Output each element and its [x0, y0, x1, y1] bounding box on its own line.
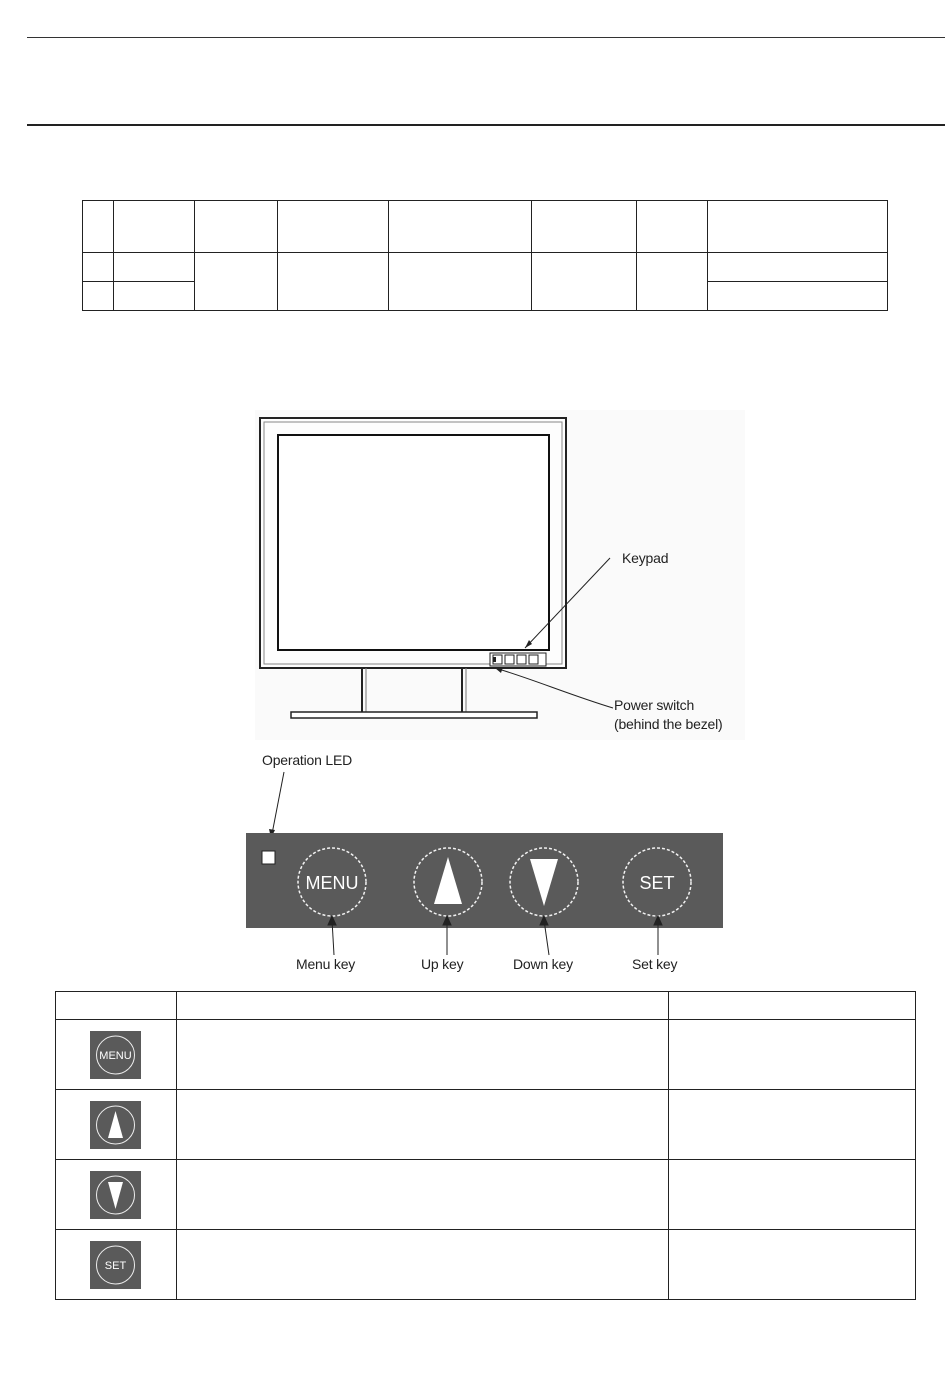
spec-cell	[708, 282, 888, 311]
header-rule-top	[27, 37, 945, 38]
key-note-cell	[669, 1230, 916, 1300]
key-table-header-row	[56, 992, 916, 1020]
menu-key-text: MENU	[305, 873, 359, 893]
set-key-text: SET	[639, 873, 675, 893]
up-key-label: Up key	[421, 956, 464, 972]
key-table-header-cell	[56, 992, 177, 1020]
svg-text:SET: SET	[105, 1259, 127, 1272]
spec-cell	[277, 253, 388, 311]
led-leader-line	[272, 772, 284, 834]
key-table-header-cell	[669, 992, 916, 1020]
spec-header-cell	[532, 201, 637, 253]
key-note-cell	[669, 1020, 916, 1090]
spec-header-cell	[194, 201, 277, 253]
svg-text:MENU: MENU	[99, 1049, 133, 1062]
table-row	[56, 1090, 916, 1160]
spec-cell	[194, 253, 277, 311]
down-key-label: Down key	[513, 956, 573, 972]
key-function-cell	[176, 1090, 668, 1160]
set-key-label: Set key	[632, 956, 678, 972]
key-function-cell	[176, 1160, 668, 1230]
table-row	[56, 1020, 916, 1090]
key-table-header-cell	[176, 992, 668, 1020]
spec-header-cell	[113, 201, 194, 253]
header-rule-bottom	[27, 124, 945, 126]
power-switch-sublabel: (behind the bezel)	[614, 716, 723, 732]
spec-table	[82, 200, 888, 311]
spec-cell	[708, 253, 888, 282]
operation-led-label: Operation LED	[262, 752, 353, 768]
spec-cell	[83, 253, 114, 282]
table-row	[56, 1160, 916, 1230]
spec-header-row	[83, 201, 888, 253]
spec-cell	[637, 253, 708, 311]
spec-cell	[113, 253, 194, 282]
keypad-label: Keypad	[622, 550, 669, 566]
down-key-icon	[90, 1171, 141, 1219]
spec-cell	[388, 253, 532, 311]
monitor-illustration	[240, 410, 750, 980]
table-row	[83, 253, 888, 282]
bezel-keypad	[490, 653, 546, 666]
key-note-cell	[669, 1090, 916, 1160]
spec-header-cell	[637, 201, 708, 253]
menu-key-icon	[90, 1031, 141, 1079]
spec-cell	[83, 282, 114, 311]
power-switch-label: Power switch	[614, 697, 695, 713]
monitor-screen	[278, 435, 549, 650]
set-key-icon	[90, 1241, 141, 1289]
table-row	[56, 1230, 916, 1300]
spec-header-cell	[388, 201, 532, 253]
spec-header-cell	[83, 201, 114, 253]
key-function-cell	[176, 1020, 668, 1090]
spec-cell	[113, 282, 194, 311]
key-function-table	[55, 991, 916, 1300]
spec-header-cell	[708, 201, 888, 253]
key-note-cell	[669, 1160, 916, 1230]
menu-key-label: Menu key	[296, 956, 356, 972]
key-function-cell	[176, 1230, 668, 1300]
operation-led	[262, 851, 275, 864]
spec-header-cell	[277, 201, 388, 253]
up-key-icon	[90, 1101, 141, 1149]
spec-cell	[532, 253, 637, 311]
